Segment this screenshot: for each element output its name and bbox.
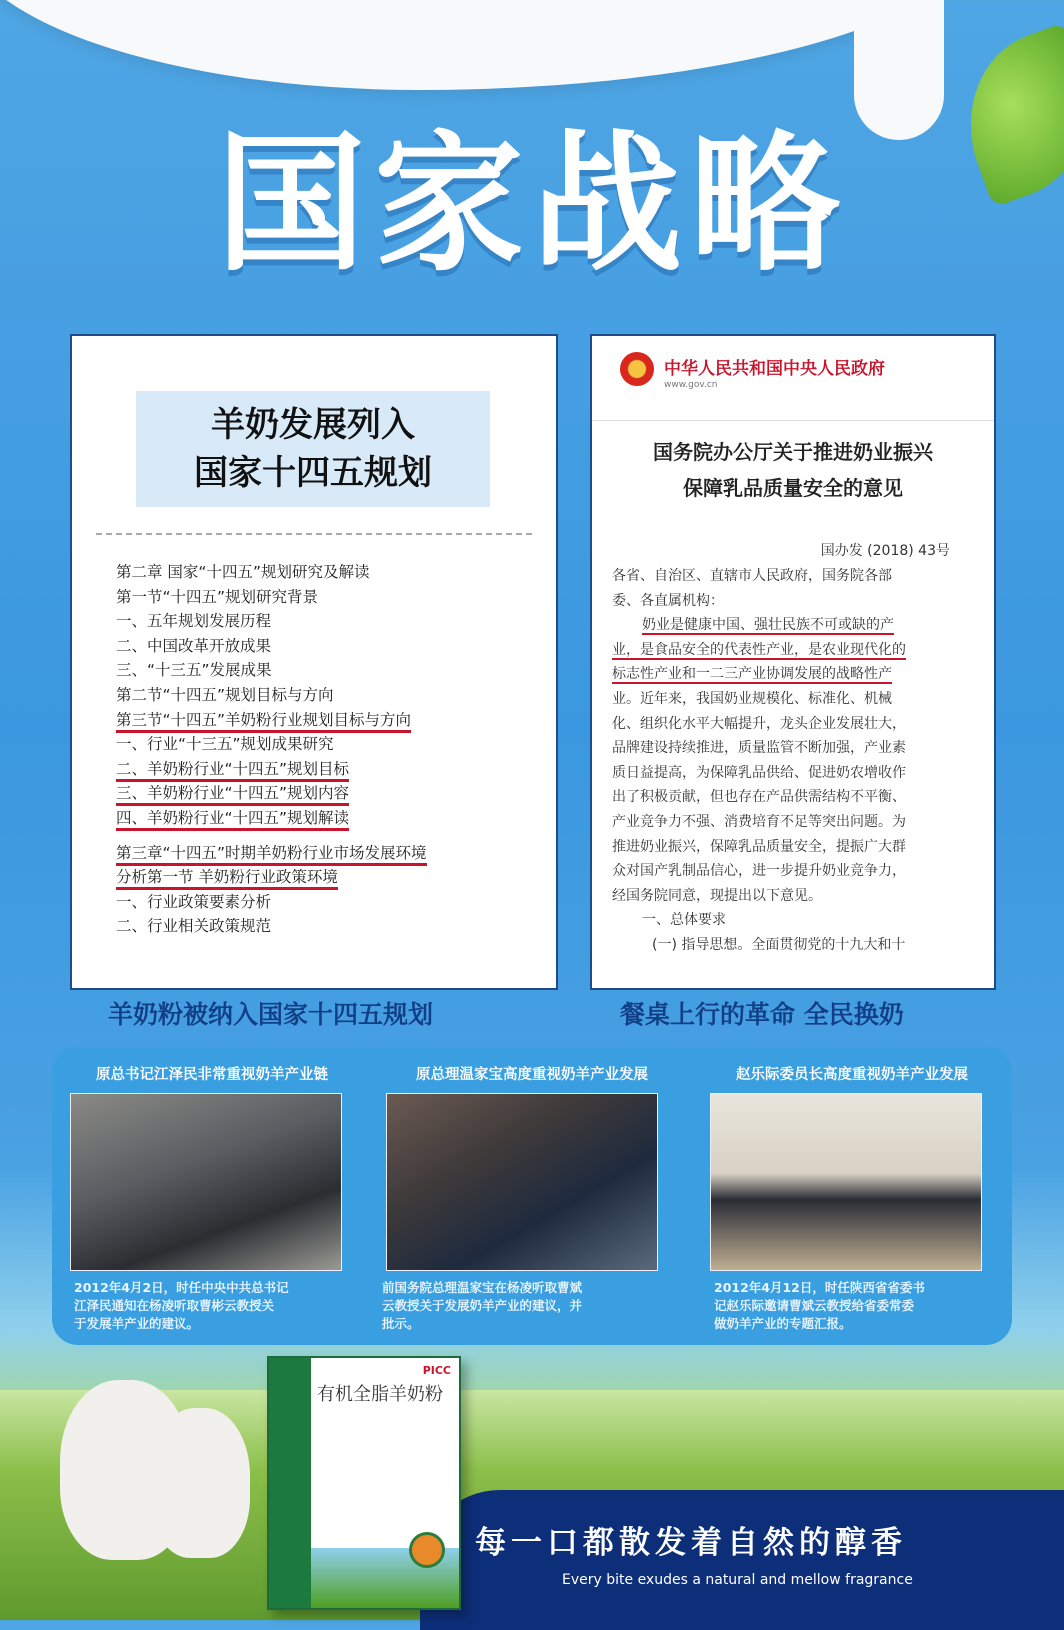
photo-card — [52, 1047, 372, 1345]
five-year-plan-panel — [70, 334, 558, 990]
product-box-image — [267, 1356, 461, 1610]
doc-line: 品牌建设持续推进，质量监管不断加强，产业素 — [612, 740, 906, 757]
photo-card-title: 赵乐际委员长高度重视奶羊产业发展 — [736, 1067, 968, 1083]
plan-title-line1: 羊奶发展列入 — [211, 405, 415, 445]
photo-card — [372, 1047, 692, 1345]
doc-line-underlined: 标志性产业和一二三产业协调发展的战略性产 — [612, 666, 892, 683]
dashed-divider — [96, 533, 532, 535]
photo-card-title: 原总理温家宝高度重视奶羊产业发展 — [416, 1067, 648, 1083]
page-title: 国家战略 — [215, 118, 848, 292]
doc-title-line1: 国务院办公厅关于推进奶业振兴 — [653, 440, 933, 464]
photo-card-description: 2012年4月12日，时任陕西省省委书 记赵乐际邀请曹斌云教授给省委常委 做奶羊产业的专题汇报。 — [714, 1280, 925, 1331]
national-emblem-icon — [620, 352, 654, 386]
toc-item: 三、“十三五”发展成果 — [116, 661, 272, 680]
toc-item-underlined: 分析第一节 羊奶粉行业政策环境 — [116, 865, 516, 890]
doc-line: 众对国产乳制品信心，进一步提升奶业竞争力， — [612, 863, 906, 880]
document-number: 国办发 (2018) 43号 — [820, 543, 950, 559]
photo-card-description: 2012年4月2日，时任中央中共总书记 江泽民通知在杨凌听取曹彬云教授关 于发展羊产业的建议。 — [74, 1280, 289, 1331]
milk-drip-decoration — [854, 0, 944, 140]
toc-item-underlined: 二、羊奶粉行业“十四五”规划目标 — [116, 757, 516, 782]
doc-line: (一) 指导思想。全面贯彻党的十九大和十 — [652, 936, 906, 953]
doc-line: 推进奶业振兴，保障乳品质量安全，提振广大群 — [612, 838, 906, 855]
photo-card-title: 原总书记江泽民非常重视奶羊产业链 — [96, 1067, 328, 1083]
toc-item: 二、行业相关政策规范 — [116, 917, 272, 936]
doc-title-line2: 保障乳品质量安全的意见 — [683, 476, 903, 500]
doc-line: 经国务院同意，现提出以下意见。 — [612, 887, 822, 904]
milk-splash-decoration — [0, 0, 980, 90]
caption-right: 餐桌上行的革命 全民换奶 — [620, 1000, 904, 1029]
document-title — [592, 434, 994, 506]
photo-card — [692, 1047, 1012, 1345]
meeting-photo — [710, 1093, 982, 1271]
product-box-side — [269, 1358, 311, 1608]
meeting-photo — [386, 1093, 658, 1271]
doc-line: 出了积极贡献，但也存在产品供需结构不平衡、 — [612, 789, 906, 806]
document-body — [612, 564, 972, 958]
plan-panel-title — [136, 391, 490, 507]
doc-line: 业。近年来，我国奶业规模化、标准化、机械 — [612, 690, 892, 707]
goat-image — [150, 1408, 250, 1558]
toc-item-underlined: 第三章“十四五”时期羊奶粉行业市场发展环境 — [116, 841, 516, 866]
gov-header — [592, 336, 994, 421]
doc-line: 各省、自治区、直辖市人民政府，国务院各部 — [612, 568, 892, 584]
toc-item: 一、行业政策要素分析 — [116, 892, 272, 911]
organic-seal-icon — [409, 1532, 445, 1568]
meeting-photo — [70, 1093, 342, 1271]
toc-item-underlined: 四、羊奶粉行业“十四五”规划解读 — [116, 806, 516, 831]
toc-item: 第二章 国家“十四五”规划研究及解读 — [116, 563, 370, 581]
toc-item-underlined: 第三节“十四五”羊奶粉行业规划目标与方向 — [116, 708, 516, 733]
toc-list — [116, 560, 516, 939]
gov-site-url: www.gov.cn — [664, 380, 718, 390]
slogan-text: 每一口都散发着自然的醇香 — [475, 1525, 907, 1561]
photo-card-description: 前国务院总理温家宝在杨凌听取曹斌 云教授关于发展奶羊产业的建议，并 批示。 — [382, 1280, 583, 1331]
product-name: 有机全脂羊奶粉 — [317, 1384, 443, 1405]
doc-line-underlined: 奶业是健康中国、强壮民族不可或缺的产 — [642, 617, 894, 634]
leader-photo-strip — [52, 1047, 1012, 1345]
toc-item: 第一节“十四五”规划研究背景 — [116, 587, 319, 606]
toc-item: 一、行业“十三五”规划成果研究 — [116, 735, 334, 754]
toc-item: 第二节“十四五”规划目标与方向 — [116, 685, 334, 704]
toc-item-underlined: 三、羊奶粉行业“十四五”规划内容 — [116, 781, 516, 806]
doc-line-underlined: 业，是食品安全的代表性产业，是农业现代化的 — [612, 641, 906, 658]
slogan-english: Every bite exudes a natural and mellow fragrance — [562, 1572, 913, 1588]
doc-line: 产业竞争力不强、消费培育不足等突出问题。为 — [612, 813, 906, 830]
doc-line: 委、各直属机构： — [612, 592, 724, 609]
gov-document-panel — [590, 334, 996, 990]
doc-line: 质日益提高，为保障乳品供给、促进奶农增收作 — [612, 764, 906, 781]
plan-title-line2: 国家十四五规划 — [194, 453, 432, 493]
toc-item: 一、五年规划发展历程 — [116, 612, 272, 631]
gov-site-name: 中华人民共和国中央人民政府 — [664, 359, 885, 379]
insurance-logo: PICC — [422, 1364, 451, 1377]
caption-left: 羊奶粉被纳入国家十四五规划 — [108, 1000, 434, 1029]
doc-line: 一、总体要求 — [642, 912, 726, 929]
doc-line: 化、组织化水平大幅提升，龙头企业发展壮大， — [612, 715, 906, 732]
toc-item: 二、中国改革开放成果 — [116, 636, 272, 655]
